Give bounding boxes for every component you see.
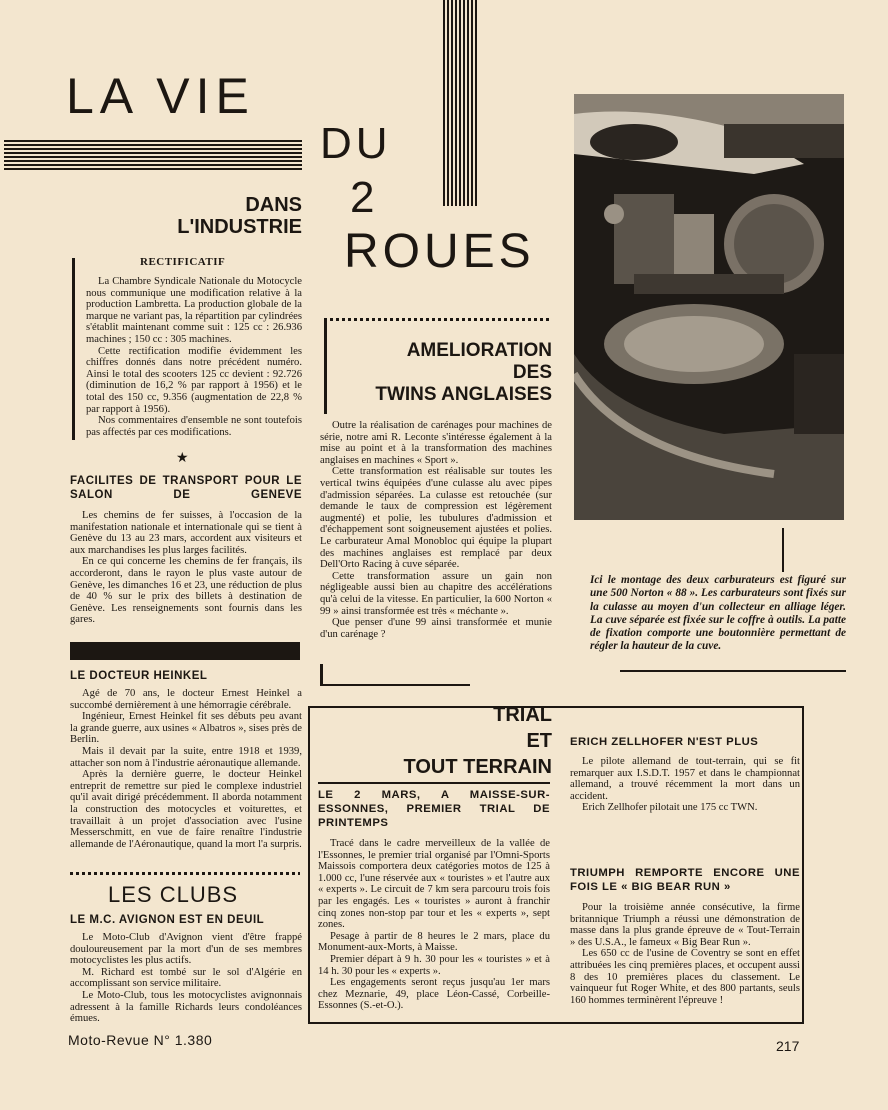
clubs-paragraph: Le Moto-Club d'Avignon vient d'être frappé douloureusement par la mort d'un de ses membres motocyclistes les plus actifs. <box>70 932 302 967</box>
page-title-roues: ROUES <box>344 225 535 278</box>
triumph-text <box>570 902 800 1006</box>
twins-bottom-bar <box>320 664 323 686</box>
page-title-du: DU <box>320 119 392 168</box>
heinkel-paragraph: Ingénieur, Ernest Heinkel fit ses débuts peu avant la grande guerre, aux usines « Albatros », sises près de Berlin. <box>70 711 302 746</box>
maisse-paragraph: Les engagements seront reçus jusqu'au 1er mars chez Meznarie, 49, place Léon-Cassé, Corbeille-Essonnes (S.-et-O.). <box>318 977 550 1012</box>
heinkel-paragraph: Après la dernière guerre, le docteur Heinkel entreprit de remettre sur pied le complexe industriel qu'il avait dirigé précédemment. Il aborda notamment la construction des motocycles et voiturettes, et travaillait à un projet d'association avec l'usine Messerschmitt, en vue de faire renaître l'industrie allemande de l'Aéronautique, quand la mort l'a surpris. <box>70 769 302 850</box>
page-title-number: 2 <box>350 173 375 222</box>
rectificatif-paragraph: Cette rectification modifie évidemment les chiffres donnés dans notre précédent numéro. Ainsi le total des scooters 125 cc devient : 92.726 (diminution de 16,2 % par rapport à 1956) et le total des 150 cc, 9.356 (augmentation de 22,8 % par rapport à 1956). <box>86 345 302 415</box>
maisse-title: LE 2 MARS, A MAISSE-SUR-ESSONNES, PREMIER TRIAL DE PRINTEMPS <box>318 789 550 829</box>
triumph-title: TRIUMPH REMPORTE ENCORE UNE FOIS LE « BIG BEAR RUN » <box>570 867 800 893</box>
twins-bottom-line <box>320 684 470 686</box>
clubs-paragraph: Le Moto-Club, tous les motocyclistes avignonnais adressent à la famille Richards leurs condoléances émues. <box>70 989 302 1025</box>
triumph-paragraph: Les 650 cc de l'usine de Coventry se sont en effet attribuées les cinq premières places, et occupent aussi 8 des 10 premières places du classement. Le vainqueur fut Roger White, et des 800 partants, seuls 160 hommes terminèrent l'épreuve ! <box>570 948 800 1006</box>
zellhofer-title: ERICH ZELLHOFER N'EST PLUS <box>570 736 759 748</box>
caption-bottom-line <box>620 670 846 672</box>
page-title-la-vie: LA VIE <box>66 68 255 124</box>
triumph-paragraph: Pour la troisième année consécutive, la firme britannique Triumph a réussi une démonstration de masse dans la plus grande épreuve de « Tout-Terrain » des U.S.A., le fameux « Big Bear Run ». <box>570 902 800 948</box>
clubs-heading: LES CLUBS <box>108 882 239 907</box>
geneve-text <box>70 510 302 626</box>
trial-heading: TRIAL ET TOUT TERRAIN <box>403 704 552 778</box>
footer-magazine: Moto-Revue N° 1.380 <box>68 1032 213 1048</box>
geneve-paragraph: Les chemins de fer suisses, à l'occasion de la manifestation nationale et internationale qui se tient à Genève du 13 au 23 mars, accordent aux visiteurs et aux marchandises les plus larges facilités. <box>70 510 302 556</box>
black-divider-bar <box>70 642 300 660</box>
twins-paragraph: Outre la réalisation de carénages pour machines de série, notre ami R. Leconte s'intéresse également à la mise au point et à la transformation des machines anglaises en machines « Sport ». <box>320 420 552 466</box>
geneve-paragraph: En ce qui concerne les chemins de fer français, ils accorderont, dans le rayon le plus vaste autour de Genève, les dimanches 16 et 23, une réduction de plus de 40 % sur le prix des billets à destination de Genève. Les renseignements sont fournis dans les gares. <box>70 556 302 626</box>
zellhofer-text <box>570 756 800 814</box>
industry-heading: DANS L'INDUSTRIE <box>177 194 302 238</box>
rectificatif-title: RECTIFICATIF <box>140 256 226 268</box>
rectificatif-bar <box>72 258 75 440</box>
engine-photo <box>574 94 844 520</box>
heinkel-text <box>70 688 302 850</box>
twins-paragraph: Que penser d'une 99 ainsi transformée et munie d'un carénage ? <box>320 617 552 640</box>
maisse-paragraph: Premier départ à 9 h. 30 pour les « touristes » et à 14 h. 30 pour les « experts ». <box>318 953 550 977</box>
caption-bar <box>782 528 784 572</box>
rectificatif-text <box>86 276 302 438</box>
heinkel-title: LE DOCTEUR HEINKEL <box>70 670 208 682</box>
title-stripes <box>4 140 302 172</box>
clubs-divider <box>70 872 300 875</box>
maisse-paragraph: Pesage à partir de 8 heures le 2 mars, place du Monument-aux-Morts, à Maisse. <box>318 930 550 954</box>
clubs-text <box>70 932 302 1025</box>
photo-caption: Ici le montage des deux carburateurs est figuré sur une 500 Norton « 88 ». Les carburateurs sont fixés sur la culasse au moyen d'un collecteur en alliage léger. La cuve séparée est fixée sur le coffre à outils. La patte de fixation comporte une boutonnière permettant de régler la hauteur de la cuve. <box>590 574 846 653</box>
clubs-subtitle: LE M.C. AVIGNON EST EN DEUIL <box>70 914 265 926</box>
zellhofer-paragraph: Le pilote allemand de tout-terrain, qui se fit remarquer aux I.S.D.T. 1957 et dans le championnat allemand, a trouvé récemment la mort dans un accident. <box>570 756 800 802</box>
vertical-stripes <box>443 0 477 206</box>
clubs-paragraph: M. Richard est tombé sur le sol d'Algérie en accomplissant son service militaire. <box>70 966 302 990</box>
star-separator: ★ <box>176 451 189 466</box>
twins-left-bar <box>324 320 327 414</box>
twins-title: AMELIORATION DES TWINS ANGLAISES <box>375 340 552 405</box>
heinkel-paragraph: Agé de 70 ans, le docteur Ernest Heinkel a succombé dernièrement à une hémorragie cérébrale. <box>70 688 302 711</box>
twins-text <box>320 420 552 640</box>
maisse-top-line <box>318 782 550 784</box>
twins-top-divider <box>324 318 552 321</box>
rectificatif-paragraph: Nos commentaires d'ensemble ne sont toutefois pas affectés par ces modifications. <box>86 415 302 438</box>
engine-photo-illustration <box>574 94 844 520</box>
heinkel-paragraph: Mais il devait par la suite, entre 1918 et 1939, attacher son nom à l'industrie aéronautique allemande. <box>70 745 302 769</box>
rectificatif-paragraph: La Chambre Syndicale Nationale du Motocycle nous communique une modification relative à la production Lambretta. La production globale de la marque ne variant pas, la répartition par cylindrées s'établit maintenant comme suit : 125 cc : 26.936 machines ; 150 cc : 305 machines. <box>86 276 302 345</box>
twins-paragraph: Cette transformation est réalisable sur toutes les vertical twins équipées d'une culasse alu avec pipes d'admission séparées. La culasse est retouchée (sur demande le taux de compression est légèrement augmenté) et polie, les tubulures d'admission et d'échappement sont soigneusement ajustées et polies. Le carburateur Amal Monobloc qui équipe la plupart des machines anglaises est remplacé par deux Dell'Orto Racing à cuve séparée. <box>320 466 552 571</box>
maisse-paragraph: Tracé dans le cadre merveilleux de la vallée de l'Essonnes, le premier trial organisé par l'Omni-Sports Maissois comportera deux catégories motos de 125 à 1.000 cc, l'une réservée aux « touristes » et l'autre aux « experts ». Le circuit de 7 km sera parcouru trois fois par les engagés. Les « touristes » auront à franchir cinq zones non-stop par tour et les « experts », sept zones. <box>318 838 550 931</box>
geneve-title: FACILITES DE TRANSPORT POUR LE SALON DE GENEVE <box>70 475 302 501</box>
maisse-text <box>318 838 550 1012</box>
twins-paragraph: Cette transformation assure un gain non négligeable aussi bien au chapitre des accélérations qu'à celui de la vitesse. En particulier, la 600 Norton « 99 » ainsi transformée est très « méchante ». <box>320 570 552 617</box>
page-number: 217 <box>776 1038 800 1054</box>
zellhofer-paragraph: Erich Zellhofer pilotait une 175 cc TWN. <box>582 802 758 814</box>
